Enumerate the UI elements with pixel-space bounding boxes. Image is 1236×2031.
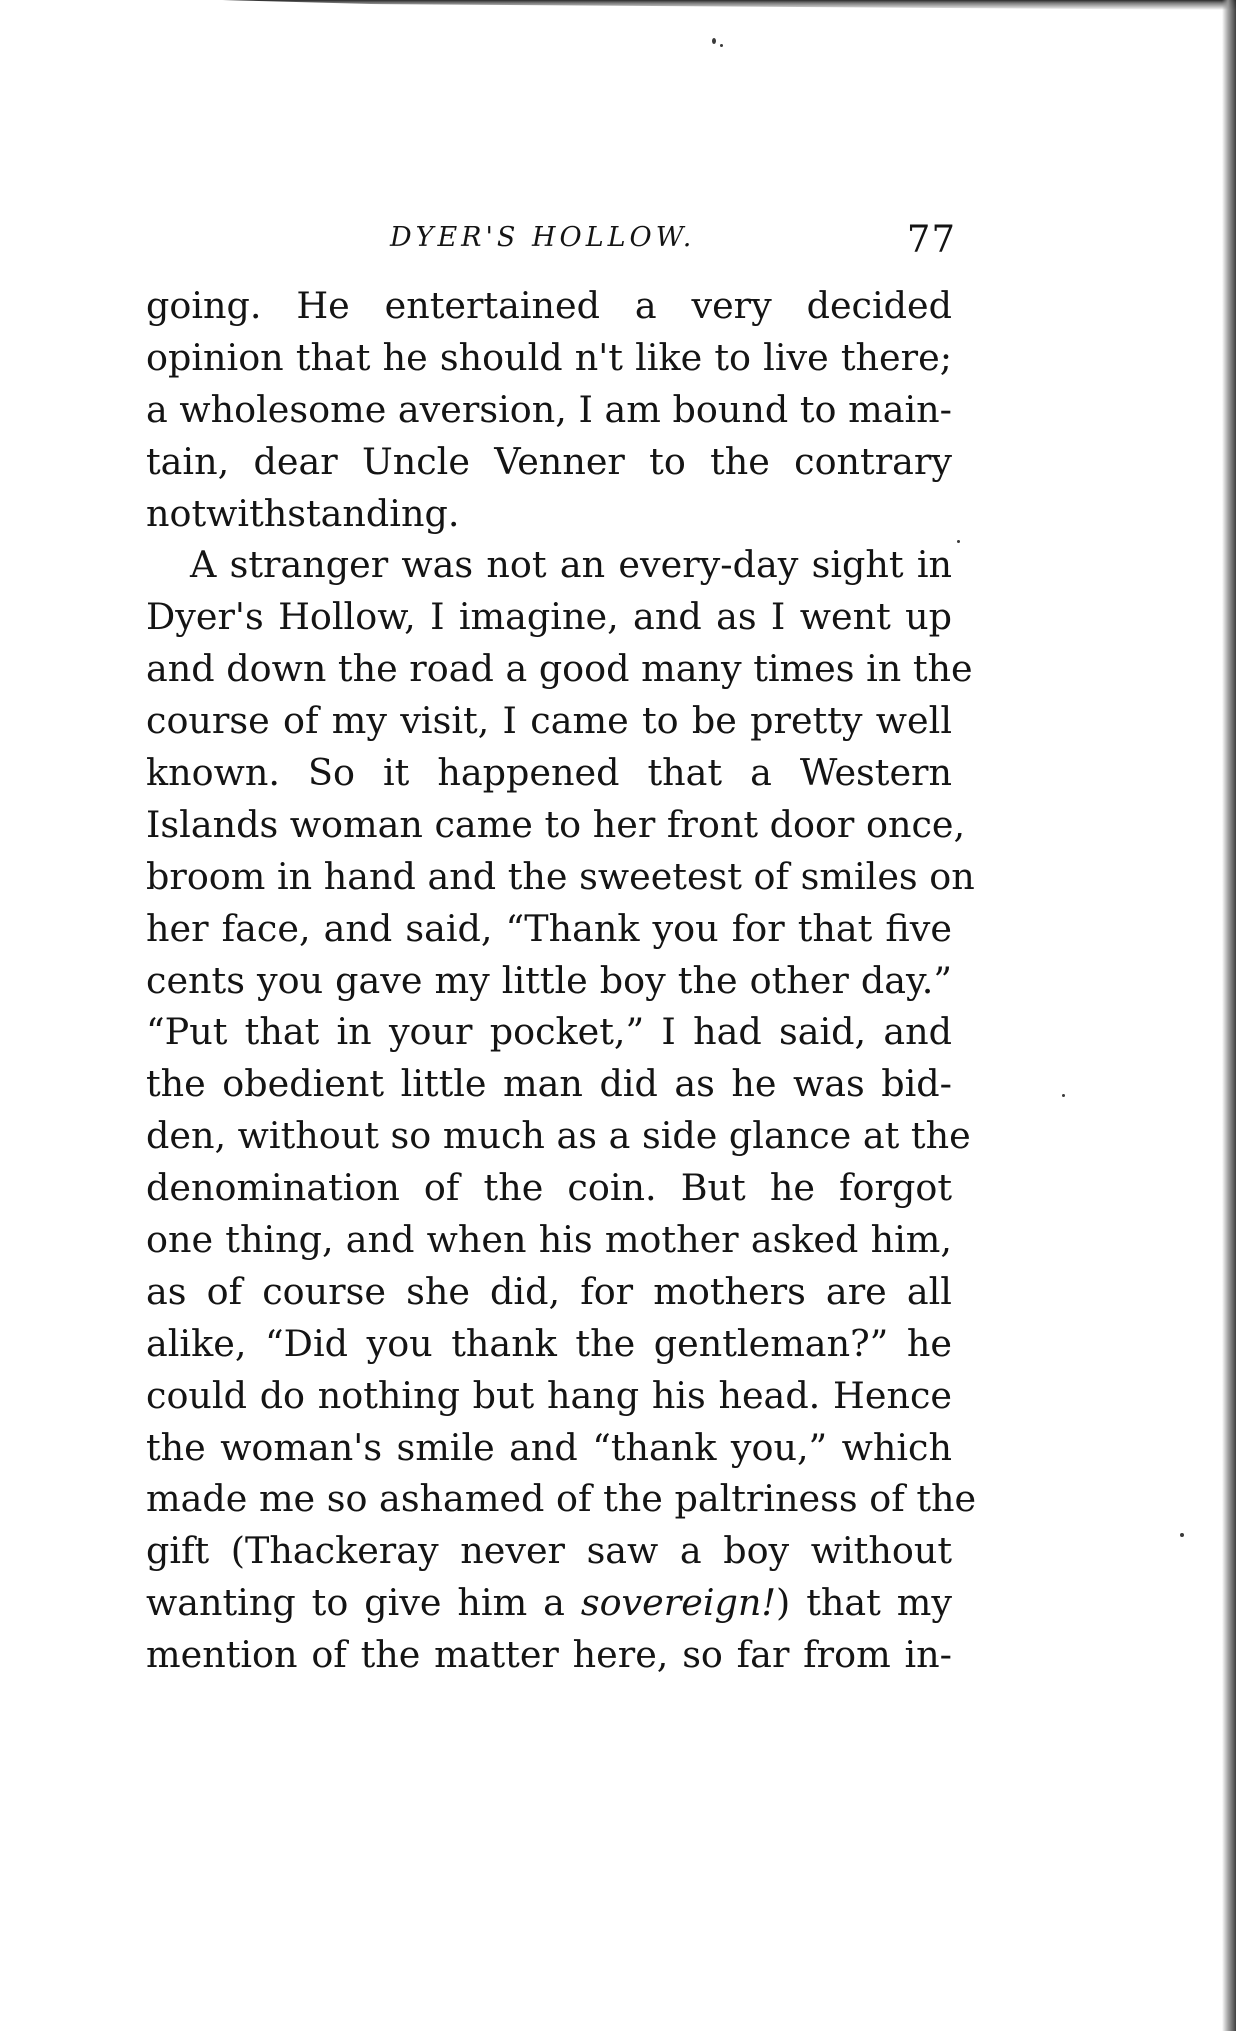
text-line: known. So it happened that a Western (146, 751, 952, 795)
text-line: broom in hand and the sweetest of smiles on (146, 854, 975, 898)
scan-speck (957, 540, 960, 543)
text-line: notwithstanding. (146, 491, 460, 535)
text-line: could do nothing but hang his head. Hence (146, 1373, 952, 1417)
text-line: Islands woman came to her front door once, (146, 802, 966, 846)
text-line: going. He entertained a very decided (146, 284, 952, 327)
scan-speck (1180, 1533, 1184, 1537)
line-segment: ) that my (776, 1581, 952, 1625)
text-line: “Put that in your pocket,” I had said, and (146, 1010, 952, 1054)
scan-edge-top (0, 0, 1236, 10)
text-line: course of my visit, I came to be pretty well (146, 699, 952, 743)
scan-edge-right (1222, 0, 1236, 2031)
text-line: A stranger was not an every-day sight in (190, 543, 952, 587)
text-line: as of course she did, for mothers are all (146, 1269, 952, 1313)
page-number: 77 (906, 218, 956, 261)
text-line-italic-word (146, 1577, 952, 1629)
text-line: mention of the matter here, so far from in- (146, 1633, 952, 1677)
running-head-title: DYER'S HOLLOW. (390, 222, 696, 253)
text-line: gift (Thackeray never saw a boy without (146, 1529, 952, 1573)
line-segment: wanting to give him a (146, 1581, 581, 1625)
text-line: a wholesome aversion, I am bound to main- (146, 387, 952, 431)
scan-speck (720, 44, 723, 47)
text-line: one thing, and when his mother asked him, (146, 1218, 952, 1262)
text-line: made me so ashamed of the paltriness of the (146, 1477, 977, 1521)
text-line: denomination of the coin. But he forgot (146, 1166, 952, 1210)
text-line: and down the road a good many times in the (146, 647, 973, 691)
body-text (146, 280, 977, 1681)
text-line: opinion that he should n't like to live there; (146, 335, 952, 379)
scan-speck (1062, 1094, 1065, 1097)
running-head (140, 218, 960, 268)
text-line: Dyer's Hollow, I imagine, and as I went up (146, 595, 952, 639)
text-line: tain, dear Uncle Venner to the contrary (146, 439, 952, 483)
text-line: alike, “Did you thank the gentleman?” he (146, 1321, 952, 1365)
text-line: her face, and said, “Thank you for that five (146, 906, 952, 950)
text-line: den, without so much as a side glance at the (146, 1114, 971, 1158)
text-line: cents you gave my little boy the other day.” (146, 958, 952, 1002)
text-line: the obedient little man did as he was bid- (146, 1062, 952, 1106)
scan-speck (712, 38, 716, 44)
text-line: the woman's smile and “thank you,” which (146, 1425, 952, 1469)
italic-word: sovereign! (580, 1581, 777, 1625)
